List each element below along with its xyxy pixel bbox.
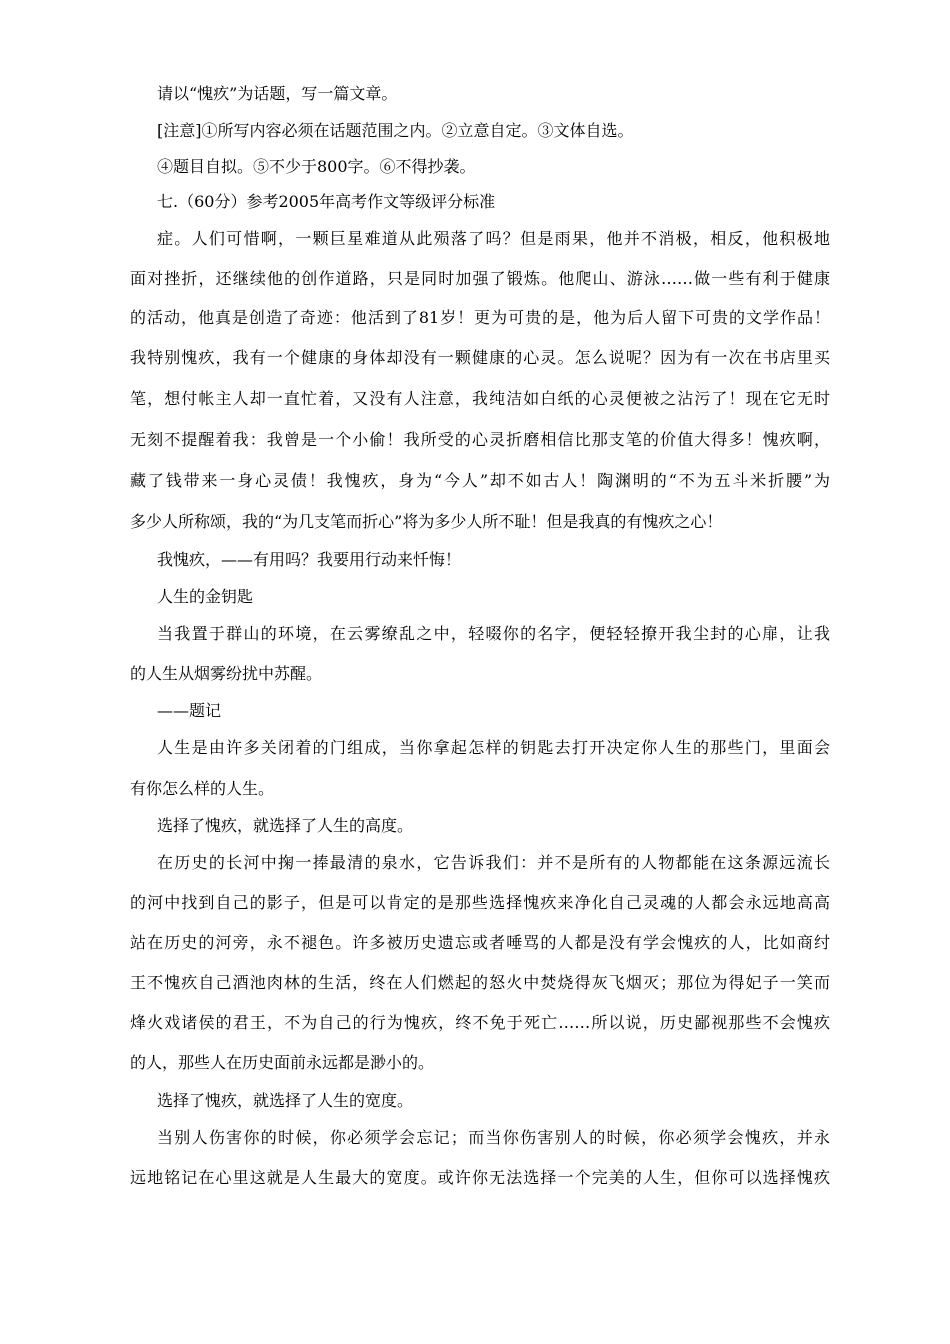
text-line: 人生是由许多关闭着的门组成，当你拿起怎样的钥匙去打开决定你人生的那些门，里面会: [157, 738, 830, 757]
text-line: ——题记: [157, 701, 222, 720]
text-line: 选择了愧疚，就选择了人生的高度。: [157, 816, 414, 835]
text-line: 我特别愧疚，我有一个健康的身体却没有一颗健康的心灵。怎么说呢？因为有一次在书店里买: [130, 348, 830, 367]
text-line: 无刻不提醒着我：我曾是一个小偷！我所受的心灵折磨相信比那支笔的价值大得多！愧疚啊，: [130, 430, 830, 449]
text-line: 站在历史的河旁，永不褪色。许多被历史遗忘或者唾骂的人都是没有学会愧疚的人，比如商纣: [130, 933, 830, 952]
text-line: 我愧疚，——有用吗？我要用行动来忏悔！: [157, 550, 462, 569]
text-line: 笔，想付帐主人却一直忙着，又没有人注意，我纯洁如白纸的心灵便被之沾污了！现在它无时: [130, 389, 830, 408]
text-line: 症。人们可惜啊，一颗巨星难道从此殒落了吗？但是雨果，他并不消极，相反，他积极地: [157, 229, 830, 248]
text-line: 当我置于群山的环境，在云雾缭乱之中，轻啜你的名字，便轻轻撩开我尘封的心扉，让我: [157, 624, 830, 643]
text-line: 选择了愧疚，就选择了人生的宽度。: [157, 1091, 414, 1110]
text-line: 的人生从烟雾纷扰中苏醒。: [130, 664, 323, 683]
text-line: 藏了钱带来一身心灵债！我愧疚，身为“今人”却不如古人！陶渊明的“不为五斗米折腰”为: [130, 471, 830, 490]
text-line: 当别人伤害你的时候，你必须学会忘记；而当你伤害别人的时候，你必须学会愧疚，并永: [157, 1128, 830, 1147]
text-line: 请以“愧疚”为话题，写一篇文章。: [157, 84, 398, 103]
text-line: 王不愧疚自己酒池肉林的生活，终在人们燃起的怒火中焚烧得灰飞烟灭；那位为得妃子一笑而: [130, 973, 830, 992]
text-line: 的活动，他真是创造了奇迹：他活到了81岁！更为可贵的是，他为后人留下可贵的文学作品！: [130, 308, 830, 327]
section-title: 人生的金钥匙: [157, 587, 254, 606]
text-line: 有你怎么样的人生。: [130, 779, 275, 798]
text-line: 面对挫折，还继续他的创作道路，只是同时加强了锻炼。他爬山、游泳……做一些有利于健康: [130, 269, 830, 288]
text-line: 远地铭记在心里这就是人生最大的宽度。或许你无法选择一个完美的人生，但你可以选择愧疚: [130, 1168, 830, 1187]
text-line: 七.（60分）参考2005年高考作文等级评分标准: [157, 192, 496, 211]
text-line: 多少人所称颂，我的“为几支笔而折心”将为多少人所不耻！但是我真的有愧疚之心！: [130, 512, 723, 531]
text-line: [注意]①所写内容必须在话题范围之内。②立意自定。③文体自选。: [157, 121, 634, 140]
text-line: 的人，那些人在历史面前永远都是渺小的。: [130, 1053, 435, 1072]
text-line: 在历史的长河中掬一捧最清的泉水，它告诉我们：并不是所有的人物都能在这条源远流长: [157, 853, 830, 872]
text-line: ④题目自拟。⑤不少于800字。⑥不得抄袭。: [157, 157, 476, 176]
text-line: 的河中找到自己的影子，但是可以肯定的是那些选择愧疚来净化自己灵魂的人都会永远地高高: [130, 893, 830, 912]
text-line: 烽火戏诸侯的君王，不为自己的行为愧疚，终不免于死亡……所以说，历史鄙视那些不会愧疚: [130, 1013, 830, 1032]
